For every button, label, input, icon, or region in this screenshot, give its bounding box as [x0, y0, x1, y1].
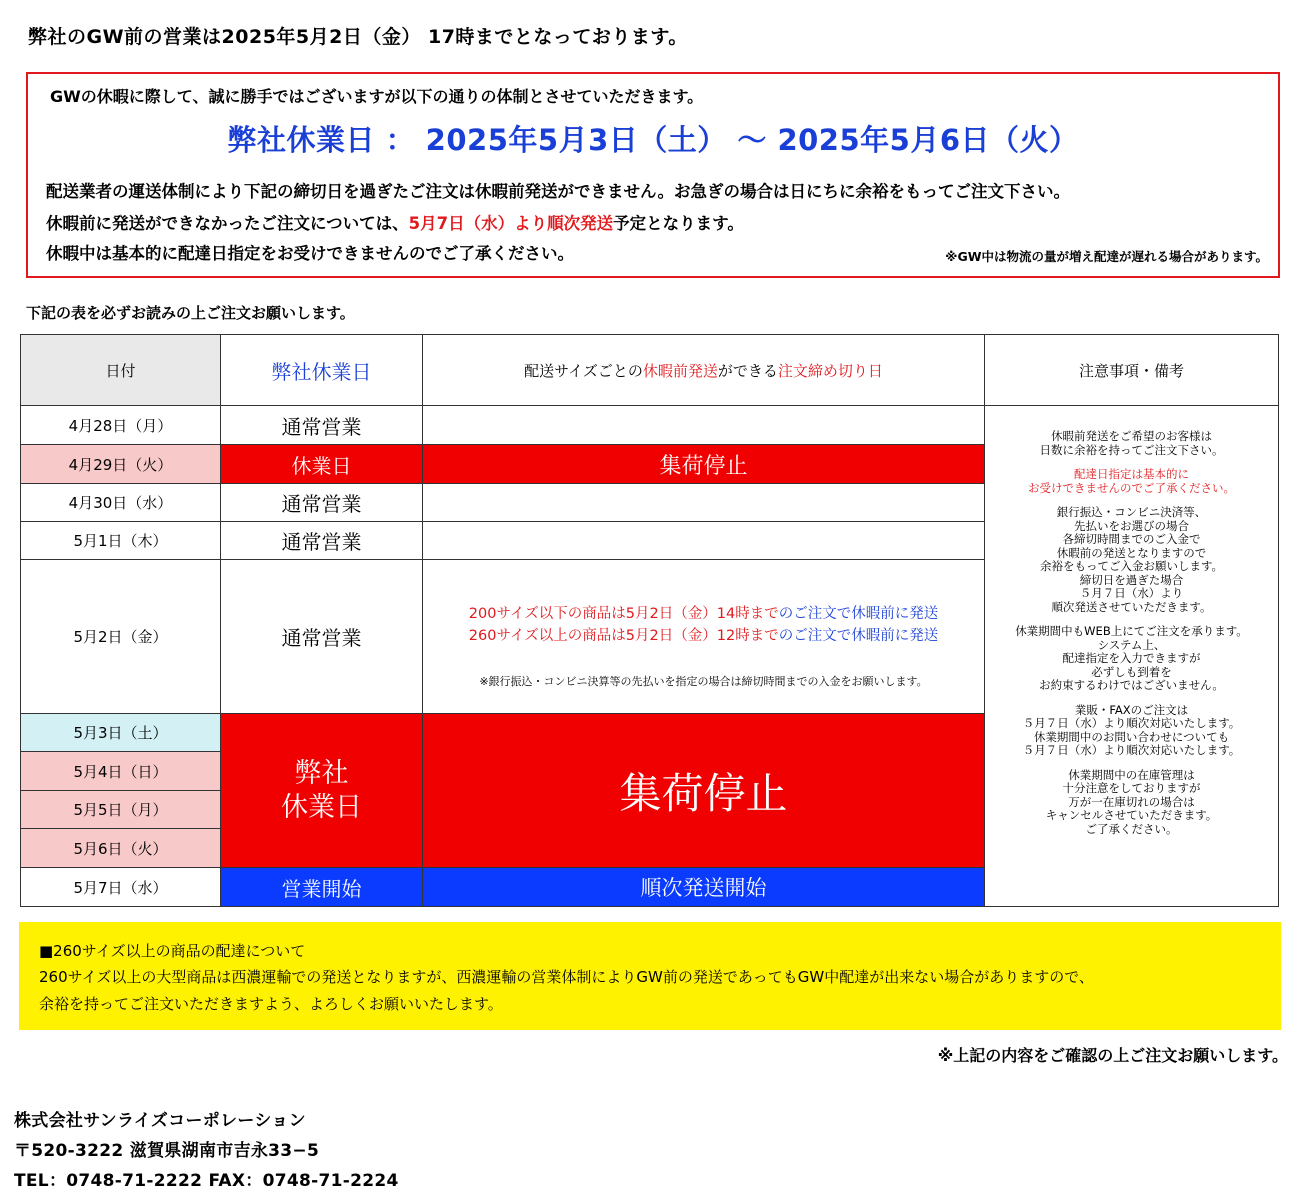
header-memo: 注意事項・備考: [985, 335, 1278, 406]
status-cell: 通常営業: [221, 484, 423, 522]
company-address: 〒520-3222 滋賀県湖南市吉永33−5: [14, 1141, 320, 1161]
memo-line: キャンセルさせていただきます。: [1045, 808, 1218, 822]
memo-paragraph: [1040, 430, 1224, 457]
large-item-line1: 260サイズ以上の大型商品は西濃運輸での発送となりますが、西濃運輸の営業体制によりGW前の発送であってもGW中配達が出来ない場合がありますので、: [39, 968, 1094, 986]
prepayment-note: ※銀行振込・コンビニ決算等の先払いを指定の場合は締切時間までの入金をお願いします。: [479, 674, 928, 688]
notice-line-resume-post: 予定となります。: [613, 214, 744, 233]
large-item-title: ■260サイズ以上の商品の配達について: [39, 942, 306, 960]
company-closed-block: [221, 714, 423, 868]
status-cell-closed: 休業日: [221, 445, 423, 484]
memo-line: 休暇前発送をご希望のお客様は: [1051, 429, 1212, 443]
memo-line: 休暇前の発送となりますので: [1056, 545, 1207, 560]
notice-line-cutoff: 配送業者の運送体制により下記の締切日を過ぎたご注文は休暇前発送ができません。お急ぎの場合は日にちに余裕をもってご注文下さい。: [46, 182, 1070, 201]
large-item-delivery-notice: [19, 922, 1281, 1030]
date-cell: 5月7日（水）: [21, 868, 221, 906]
header-cutoff-red1: 休暇前発送: [642, 361, 718, 380]
memo-notes-cell: [985, 406, 1278, 906]
date-cell: 5月1日（木）: [21, 522, 221, 560]
header-cutoff-pre: 配送サイズごとの: [524, 361, 643, 380]
header-date: 日付: [21, 335, 221, 406]
company-phone-fax: TEL：0748-71-2222 FAX：0748-71-2224: [14, 1171, 399, 1191]
holiday-period-title: 弊社休業日 ： 2025年5月3日（土） ～ 2025年5月6日（火）: [227, 123, 1079, 157]
memo-paragraph: [1046, 769, 1218, 837]
cutoff-cell: [423, 522, 985, 560]
header-cutoff-mid: ができる: [717, 361, 778, 380]
memo-line: 万が一在庫切れの場合は: [1068, 794, 1195, 809]
memo-paragraph-warning: [1028, 468, 1235, 495]
logistics-delay-note: ※GW中は物流の量が増え配達が遅れる場合があります。: [945, 249, 1268, 264]
memo-line: 銀行振込・コンビニ決済等、: [1056, 505, 1207, 519]
memo-line: 休業期間中のお問い合わせについても: [1033, 729, 1230, 744]
announcement-headline: 弊社のGW前の営業は2025年5月2日（金） 17時までとなっております。: [28, 26, 688, 48]
notice-line-resume-pre: 休暇前に発送ができなかったご注文については、: [46, 214, 409, 233]
memo-line: ５月７日（水）より: [1079, 586, 1184, 600]
memo-paragraph: [1023, 704, 1241, 758]
memo-line: 各締切時間までのご入金で: [1062, 532, 1201, 546]
status-cell: 通常営業: [221, 522, 423, 560]
cutoff-260-red: 260サイズ以上の商品は5月2日（金）12時まで: [468, 627, 779, 644]
memo-line: お受けできませんのでご了承ください。: [1028, 480, 1235, 495]
holiday-notice-box: [26, 72, 1280, 278]
business-resume-cell: 営業開始: [221, 868, 423, 906]
memo-line: 配達日指定は基本的に: [1074, 467, 1189, 481]
memo-line: ５月７日（水）より順次対応いたします。: [1022, 716, 1241, 730]
notice-intro: GWの休暇に際して、誠に勝手ではございますが以下の通りの体制とさせていただきます。: [50, 87, 704, 106]
memo-line: 業販・FAXのご注文は: [1074, 702, 1189, 717]
memo-line: 配達指定を入力できますが: [1062, 651, 1201, 665]
read-table-instruction: 下記の表を必ずお読みの上ご注文お願いします。: [26, 304, 355, 322]
memo-line: 十分注意をしておりますが: [1062, 781, 1201, 795]
memo-line: 必ずしも到着を: [1091, 664, 1172, 679]
header-holiday: 弊社休業日: [221, 335, 423, 406]
memo-line: ご了承ください。: [1085, 821, 1178, 836]
status-cell: 通常営業: [221, 406, 423, 445]
company-name: 株式会社サンライズコーポレーション: [14, 1111, 306, 1131]
cutoff-cell: [423, 484, 985, 522]
header-cutoff: [423, 335, 985, 406]
cutoff-cell: [423, 406, 985, 445]
notice-line-resume: [46, 210, 744, 234]
memo-line: 先払いをお選びの場合: [1073, 518, 1189, 533]
memo-line: 休業期間中もWEB上にてご注文を承ります。: [1015, 624, 1248, 638]
memo-paragraph: [1015, 625, 1248, 693]
date-cell: 5月2日（金）: [21, 560, 221, 714]
closed-label-line1: 弊社: [294, 757, 349, 789]
date-cell: 5月3日（土）: [21, 714, 221, 752]
confirm-note: ※上記の内容をご確認の上ご注文お願いします。: [937, 1046, 1288, 1065]
pickup-stopped-cell: 集荷停止: [423, 445, 985, 484]
memo-line: 休業期間中の在庫管理は: [1068, 767, 1195, 782]
schedule-table: [20, 334, 1279, 907]
header-cutoff-red2: 注文締め切り日: [777, 361, 883, 380]
cutoff-times-cell: [423, 560, 985, 714]
cutoff-200-blue: のご注文で休暇前に発送: [778, 605, 939, 622]
memo-line: 締切日を過ぎた場合: [1079, 572, 1184, 587]
cutoff-200-red: 200サイズ以下の商品は5月2日（金）14時まで: [468, 605, 779, 622]
memo-line: 日数に余裕を持ってご注文下さい。: [1039, 442, 1224, 457]
date-cell: 4月28日（月）: [21, 406, 221, 445]
date-cell: 4月30日（水）: [21, 484, 221, 522]
memo-line: ５月７日（水）より順次対応いたします。: [1022, 743, 1241, 757]
notice-line-delivery-date: 休暇中は基本的に配達日指定をお受けできませんのでご了承ください。: [46, 244, 574, 263]
large-item-line2: 余裕を持ってご注文いただきますよう、よろしくお願いいたします。: [39, 995, 503, 1013]
date-cell: 5月4日（日）: [21, 752, 221, 791]
memo-line: システム上、: [1097, 637, 1166, 652]
closed-label-line2: 休業日: [281, 791, 362, 823]
cutoff-200-line: [469, 603, 938, 625]
memo-paragraph: [1040, 506, 1223, 614]
date-cell: 5月6日（火）: [21, 829, 221, 868]
date-cell: 4月29日（火）: [21, 445, 221, 484]
date-cell: 5月5日（月）: [21, 791, 221, 829]
cutoff-260-line: [469, 625, 938, 647]
resume-date-highlight: 5月7日（水）より順次発送: [408, 214, 614, 233]
status-cell: 通常営業: [221, 560, 423, 714]
memo-line: 順次発送させていただきます。: [1051, 599, 1212, 614]
pickup-stopped-block: 集荷停止: [423, 714, 985, 868]
memo-line: お約束するわけではございません。: [1039, 678, 1224, 692]
cutoff-260-blue: のご注文で休暇前に発送: [778, 627, 939, 644]
memo-line: 余裕をもってご入金お願いします。: [1039, 559, 1224, 573]
shipping-resume-cell: 順次発送開始: [423, 868, 985, 906]
